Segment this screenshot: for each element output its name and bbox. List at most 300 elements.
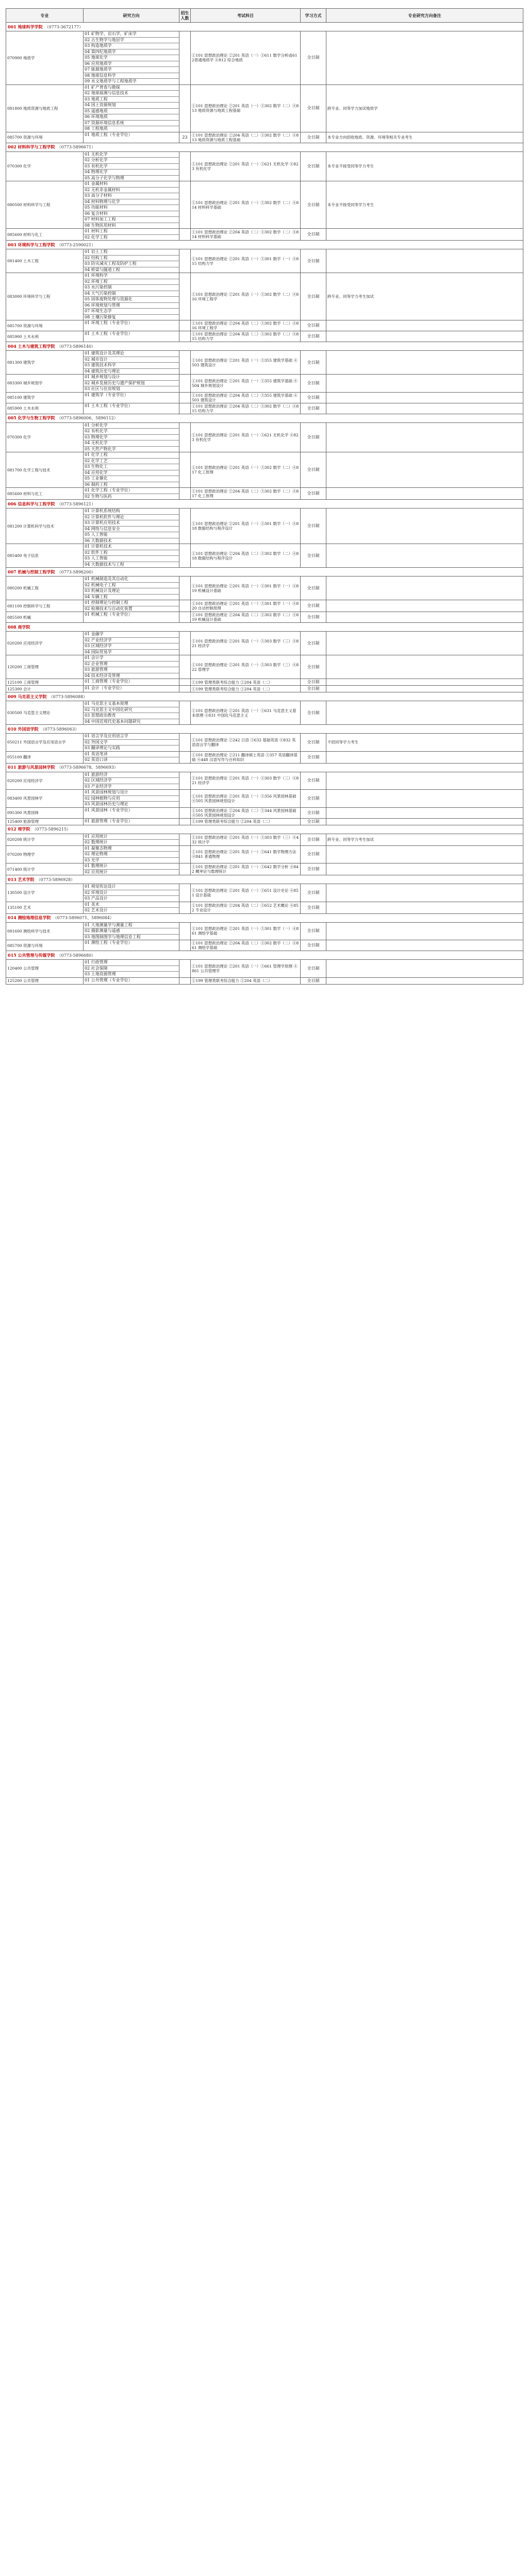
direction-item: 07 能源地质学 bbox=[84, 67, 179, 73]
major-notes: 跨专业、同等学力考生加试 bbox=[326, 273, 523, 320]
direction-list bbox=[84, 392, 179, 403]
study-mode: 全日制 bbox=[301, 273, 326, 320]
major-row bbox=[6, 181, 523, 229]
direction-item: 02 计算机软件与理论 bbox=[84, 515, 179, 521]
college-name: 005 化学与生物工程学院 bbox=[8, 415, 55, 420]
direction-item: 04 大数据技术与工程 bbox=[85, 562, 124, 567]
quota-cell: 23 bbox=[179, 132, 191, 143]
direction-item: 03 防灾减灾工程及防护工程 bbox=[84, 261, 179, 267]
college-row bbox=[6, 875, 523, 884]
table-body bbox=[6, 23, 523, 985]
college-cell bbox=[6, 875, 523, 884]
direction-item: 01 控制理论与控制工程 bbox=[84, 600, 179, 606]
direction-list bbox=[84, 403, 179, 414]
major-row bbox=[6, 834, 523, 845]
major-notes bbox=[326, 544, 523, 568]
major-name: 080500 材料科学与工程 bbox=[6, 181, 84, 229]
study-mode: 全日制 bbox=[301, 375, 326, 393]
quota-cell bbox=[179, 679, 191, 686]
college-name: 007 机械与控制工程学院 bbox=[8, 569, 55, 574]
direction-item: 09 水文地质学与工程地质学 bbox=[85, 79, 137, 83]
direction-item: 01 凝聚态物理 bbox=[84, 846, 179, 852]
direction-list bbox=[84, 331, 179, 342]
direction-item: 06 大数据技术 bbox=[85, 538, 112, 543]
direction-item: 03 产业经济学 bbox=[85, 784, 112, 789]
college-name: 006 信息科学与工程学院 bbox=[8, 501, 55, 506]
quota-cell bbox=[179, 422, 191, 452]
quota-cell bbox=[179, 701, 191, 725]
quota-cell bbox=[179, 686, 191, 692]
quota-cell bbox=[179, 31, 191, 85]
college-phone: （0773-5896671） bbox=[57, 145, 96, 149]
direction-item: 07 资源环境信息系统 bbox=[84, 121, 179, 127]
study-mode: 全日制 bbox=[301, 632, 326, 655]
college-row bbox=[6, 414, 523, 422]
exam-subjects: ①101 思想政治理论 ②204 英语（二）③302 数学（二）④814 材料科学基础 bbox=[191, 229, 301, 241]
direction-item: 02 理论物理 bbox=[84, 852, 179, 858]
direction-list bbox=[84, 922, 179, 940]
college-phone: （0773-5896006、5896112） bbox=[57, 416, 118, 420]
major-name: 081800 地质资源与地质工程 bbox=[6, 84, 84, 132]
major-name: 030500 马克思主义理论 bbox=[6, 701, 84, 725]
study-mode: 全日制 bbox=[301, 544, 326, 568]
major-notes bbox=[326, 655, 523, 679]
study-mode: 全日制 bbox=[301, 818, 326, 825]
admissions-table bbox=[6, 8, 523, 985]
quota-cell bbox=[179, 751, 191, 763]
direction-item: 02 结构工程 bbox=[84, 256, 179, 262]
direction-item: 02 城乡发展历史与遗产保护规划 bbox=[84, 381, 179, 387]
major-notes bbox=[326, 902, 523, 913]
major-name: 085100 建筑学 bbox=[6, 392, 84, 403]
exam-subjects: ①101 思想政治理论 ②201 英语（一）③651 设计史论 ④851 设计基础 bbox=[191, 884, 301, 902]
quota-cell bbox=[179, 229, 191, 241]
direction-list bbox=[84, 734, 179, 752]
direction-item: 02 社会保障 bbox=[84, 966, 179, 972]
major-name: 020200 应用经济学 bbox=[6, 632, 84, 655]
quota-cell bbox=[179, 84, 191, 132]
direction-item: 03 旅游管理 bbox=[84, 667, 179, 673]
direction-item: 01 美术 bbox=[84, 902, 179, 908]
study-mode: 全日制 bbox=[301, 31, 326, 85]
major-notes bbox=[326, 922, 523, 940]
college-row bbox=[6, 913, 523, 922]
study-mode: 全日制 bbox=[301, 922, 326, 940]
direction-list bbox=[84, 772, 179, 790]
major-row bbox=[6, 863, 523, 875]
study-mode: 全日制 bbox=[301, 509, 326, 544]
header-directions: 研究方向 bbox=[84, 9, 179, 23]
major-row bbox=[6, 902, 523, 913]
major-name: 050211 外国语言学及应用语言学 bbox=[6, 734, 84, 752]
major-name: 081600 测绘科学与技术 bbox=[6, 922, 84, 940]
college-name: 004 土木与建筑工程学院 bbox=[8, 343, 55, 349]
direction-item: 01 视觉传达设计 bbox=[84, 884, 179, 890]
major-notes bbox=[326, 845, 523, 863]
major-name: 095300 风景园林 bbox=[6, 807, 84, 818]
major-notes bbox=[326, 807, 523, 818]
study-mode: 全日制 bbox=[301, 320, 326, 331]
college-name: 013 艺术学院 bbox=[8, 876, 35, 882]
direction-item: 04 物理化学 bbox=[84, 170, 179, 176]
direction-item: 06 应用地质学 bbox=[84, 61, 179, 67]
exam-subjects: ①101 思想政治理论 ②201 英语（一）③301 数学（一）④820 自动控制原理 bbox=[191, 600, 301, 612]
study-mode: 全日制 bbox=[301, 834, 326, 845]
direction-item: 05 人工智能 bbox=[84, 532, 179, 538]
major-row bbox=[6, 612, 523, 623]
college-row bbox=[6, 825, 523, 834]
direction-list bbox=[84, 845, 179, 863]
study-mode: 全日制 bbox=[301, 181, 326, 229]
direction-item: 01 大地测量学与测量工程 bbox=[84, 923, 179, 929]
major-name: 080200 机械工程 bbox=[6, 577, 84, 600]
major-notes bbox=[326, 331, 523, 342]
direction-list bbox=[84, 273, 179, 320]
direction-item: 03 生物化工 bbox=[84, 464, 179, 470]
exam-subjects: ①101 思想政治理论 ②201 英语（一）③302 数学（二）④816 环境工程学 bbox=[191, 273, 301, 320]
quota-cell bbox=[179, 392, 191, 403]
quota-cell bbox=[179, 818, 191, 825]
major-name: 020208 统计学 bbox=[6, 834, 84, 845]
major-name: 085500 机械 bbox=[6, 612, 84, 623]
major-name: 120400 公共管理 bbox=[6, 960, 84, 978]
direction-list bbox=[84, 351, 179, 375]
major-row bbox=[6, 320, 523, 331]
study-mode: 全日制 bbox=[301, 132, 326, 143]
quota-cell bbox=[179, 863, 191, 875]
major-notes bbox=[326, 686, 523, 692]
direction-item: 03 有机化学 bbox=[84, 164, 179, 170]
direction-list bbox=[84, 940, 179, 951]
direction-item: 02 园林植物与应用 bbox=[84, 796, 179, 802]
major-notes bbox=[326, 249, 523, 273]
direction-item: 01 建筑学（专业学位） bbox=[85, 392, 128, 397]
exam-subjects: ①101 思想政治理论 ②201 英语（一）③301 数学（一）④819 机械设计基础 bbox=[191, 577, 301, 600]
quota-cell bbox=[179, 612, 191, 623]
direction-item: 01 应用统计 bbox=[84, 834, 179, 840]
direction-item: 01 会计学 bbox=[84, 655, 179, 662]
college-row bbox=[6, 725, 523, 734]
exam-subjects: ①101 思想政治理论 ②201 英语（一）③303 数学（三）④821 经济学 bbox=[191, 632, 301, 655]
direction-list bbox=[84, 320, 179, 331]
quota-cell bbox=[179, 320, 191, 331]
direction-list bbox=[84, 818, 179, 825]
direction-item: 03 物理化学 bbox=[84, 435, 179, 441]
direction-item: 02 化学工程 bbox=[85, 234, 108, 240]
major-notes bbox=[326, 632, 523, 655]
college-phone: （0773-5896071、5896084） bbox=[53, 916, 114, 920]
direction-list bbox=[84, 655, 179, 679]
quota-cell bbox=[179, 940, 191, 951]
direction-item: 08 地球信息科学 bbox=[84, 73, 179, 79]
college-phone: （0773-3672177） bbox=[44, 24, 84, 29]
exam-subjects: ①101 思想政治理论 ②201 英语（一）③641 数学物理方法 ④841 普通物理 bbox=[191, 845, 301, 863]
study-mode: 全日制 bbox=[301, 331, 326, 342]
major-row bbox=[6, 772, 523, 790]
exam-subjects: ①101 思想政治理论 ②204 英语（二）③302 数学（二）④815 结构力学 bbox=[191, 331, 301, 342]
major-notes: 不招同等学力考生 bbox=[326, 734, 523, 752]
direction-item: 02 机械电子工程 bbox=[84, 583, 179, 589]
major-row bbox=[6, 151, 523, 181]
direction-item: 01 会计（专业学位） bbox=[85, 686, 124, 690]
direction-item: 01 环境科学 bbox=[84, 273, 179, 279]
quota-cell bbox=[179, 181, 191, 229]
major-row bbox=[6, 632, 523, 655]
direction-list bbox=[84, 488, 179, 500]
exam-subjects: ①101 思想政治理论 ②201 英语（一）③661 管理学原理 ④861 公共管理学 bbox=[191, 960, 301, 978]
major-row bbox=[6, 600, 523, 612]
direction-item: 01 马克思主义基本原理 bbox=[84, 701, 179, 707]
direction-item: 01 旅游管理（专业学位） bbox=[85, 818, 133, 823]
major-name: 085900 土木水利 bbox=[6, 403, 84, 414]
direction-item: 06 复合材料 bbox=[84, 211, 179, 217]
direction-item: 02 地球探测与信息技术 bbox=[84, 91, 179, 97]
college-cell bbox=[6, 568, 523, 577]
major-name: 081100 控制科学与工程 bbox=[6, 600, 84, 612]
college-name: 012 理学院 bbox=[8, 826, 30, 832]
direction-item: 01 英语笔译 bbox=[84, 752, 179, 758]
study-mode: 全日制 bbox=[301, 403, 326, 414]
study-mode: 全日制 bbox=[301, 863, 326, 875]
exam-subjects: ①101 思想政治理论 ②211 翻译硕士英语 ③357 英语翻译基础 ④448 汉语写作与百科知识 bbox=[191, 751, 301, 763]
major-row bbox=[6, 544, 523, 568]
direction-item: 08 土壤污染修复 bbox=[85, 314, 116, 319]
college-row bbox=[6, 763, 523, 772]
exam-subjects: ①101 思想政治理论 ②204 英语（二）③302 数学（二）④818 数据结构与程序设计 bbox=[191, 544, 301, 568]
study-mode: 全日制 bbox=[301, 977, 326, 984]
major-notes bbox=[326, 772, 523, 790]
direction-item: 05 天然产物化学 bbox=[85, 446, 116, 451]
major-name: 130500 设计学 bbox=[6, 884, 84, 902]
major-notes bbox=[326, 422, 523, 452]
college-cell bbox=[6, 763, 523, 772]
quota-cell bbox=[179, 403, 191, 414]
direction-list bbox=[84, 544, 179, 568]
header-notes: 专业研究方向备注 bbox=[326, 9, 523, 23]
college-row bbox=[6, 143, 523, 151]
exam-subjects: ①101 思想政治理论 ②201 英语（一）③301 数学（一）④815 结构力学 bbox=[191, 249, 301, 273]
direction-item: 03 计算机应用技术 bbox=[84, 520, 179, 527]
college-cell bbox=[6, 414, 523, 422]
study-mode: 全日制 bbox=[301, 577, 326, 600]
college-row bbox=[6, 23, 523, 31]
major-name: 135100 艺术 bbox=[6, 902, 84, 913]
direction-item: 01 环境工程（专业学位） bbox=[85, 320, 133, 325]
direction-item: 02 马克思主义中国化研究 bbox=[84, 707, 179, 714]
major-row bbox=[6, 734, 523, 752]
exam-subjects: ①101 思想政治理论 ②204 英语（二）③302 数学（二）④816 环境工程学 bbox=[191, 320, 301, 331]
quota-cell bbox=[179, 249, 191, 273]
direction-item: 03 机械设计及理论 bbox=[84, 588, 179, 595]
direction-item: 03 区域经济学 bbox=[84, 643, 179, 650]
direction-item: 05 功能材料 bbox=[84, 205, 179, 211]
major-notes bbox=[326, 577, 523, 600]
college-row bbox=[6, 623, 523, 632]
major-row bbox=[6, 818, 523, 825]
college-name: 008 商学院 bbox=[8, 624, 30, 630]
direction-item: 04 国土资源规划 bbox=[84, 103, 179, 109]
major-name: 020200 应用经济学 bbox=[6, 772, 84, 790]
direction-item: 01 机械工程（专业学位） bbox=[85, 612, 133, 617]
study-mode: 全日制 bbox=[301, 940, 326, 951]
direction-item: 01 工商管理（专业学位） bbox=[85, 679, 133, 684]
major-notes bbox=[326, 884, 523, 902]
direction-item: 01 无机化学 bbox=[84, 152, 179, 158]
major-notes bbox=[326, 977, 523, 984]
quota-cell bbox=[179, 488, 191, 500]
direction-item: 02 检测技术与自动化装置 bbox=[85, 606, 133, 611]
direction-item: 01 建筑设计及其理论 bbox=[84, 351, 179, 357]
study-mode: 全日制 bbox=[301, 734, 326, 752]
direction-item: 01 化学工程（专业学位） bbox=[84, 488, 179, 494]
college-cell bbox=[6, 725, 523, 734]
quota-cell bbox=[179, 351, 191, 375]
direction-list bbox=[84, 701, 179, 725]
major-name: 070300 化学 bbox=[6, 422, 84, 452]
direction-item: 07 材料加工工程 bbox=[84, 217, 179, 223]
major-name: 081400 土木工程 bbox=[6, 249, 84, 273]
quota-cell bbox=[179, 772, 191, 790]
direction-item: 06 环境地质 bbox=[84, 114, 179, 121]
table-header-row bbox=[6, 9, 523, 23]
direction-list bbox=[84, 960, 179, 978]
direction-list bbox=[84, 686, 179, 692]
major-notes: 跨专业、同等学力加试地质学 bbox=[326, 84, 523, 132]
college-cell bbox=[6, 913, 523, 922]
major-name: 083000 环境科学与工程 bbox=[6, 273, 84, 320]
exam-subjects: ①101 思想政治理论 ②201 英语（一）③302 数学（二）④813 地质资源与地质工程基础 bbox=[191, 84, 301, 132]
college-row bbox=[6, 500, 523, 509]
exam-subjects: ①101 思想政治理论 ②201 英语（一）③303 数学（三）④822 管理学 bbox=[191, 655, 301, 679]
direction-item: 03 翻译理论与实践 bbox=[85, 745, 120, 750]
major-name: 071400 统计学 bbox=[6, 863, 84, 875]
direction-item: 03 社区与住房规划 bbox=[85, 386, 120, 391]
quota-cell bbox=[179, 151, 191, 181]
major-row bbox=[6, 509, 523, 544]
direction-item: 01 土木工程（专业学位） bbox=[85, 403, 133, 408]
major-row bbox=[6, 132, 523, 143]
direction-item: 05 工业催化 bbox=[84, 476, 179, 482]
quota-cell bbox=[179, 734, 191, 752]
direction-item: 01 风景园林（专业学位） bbox=[85, 807, 133, 812]
quota-cell bbox=[179, 600, 191, 612]
major-notes bbox=[326, 452, 523, 488]
study-mode: 全日制 bbox=[301, 452, 326, 488]
major-name: 085600 材料与化工 bbox=[6, 488, 84, 500]
major-row bbox=[6, 84, 523, 132]
direction-item: 02 生物与医药 bbox=[85, 494, 112, 499]
direction-item: 04 车辆工程 bbox=[85, 594, 108, 599]
study-mode: 全日制 bbox=[301, 845, 326, 863]
college-cell bbox=[6, 623, 523, 632]
college-row bbox=[6, 568, 523, 577]
study-mode: 全日制 bbox=[301, 884, 326, 902]
major-row bbox=[6, 655, 523, 679]
direction-item: 03 人工智能 bbox=[84, 556, 179, 562]
header-study-mode: 学习方式 bbox=[301, 9, 326, 23]
direction-item: 06 制药工程 bbox=[85, 482, 108, 487]
study-mode: 全日制 bbox=[301, 701, 326, 725]
college-phone: （0773-5896928） bbox=[36, 877, 75, 882]
major-name: 085700 资源与环境 bbox=[6, 320, 84, 331]
direction-item: 02 软件工程 bbox=[84, 550, 179, 556]
college-phone: （0773-5896680） bbox=[57, 953, 96, 958]
college-cell bbox=[6, 143, 523, 151]
direction-list bbox=[84, 751, 179, 763]
direction-item: 01 测绘工程（专业学位） bbox=[85, 940, 133, 945]
exam-subjects: ①101 思想政治理论 ②204 英语（二）③652 艺术概论 ④852 专业设计 bbox=[191, 902, 301, 913]
study-mode: 全日制 bbox=[301, 902, 326, 913]
admissions-catalog-page bbox=[6, 8, 523, 2576]
college-name: 003 环境科学与工程学院 bbox=[8, 242, 55, 247]
exam-subjects: ①101 思想政治理论 ②201 英语（一）③621 无机化学 ④823 有机化学 bbox=[191, 422, 301, 452]
major-name: 081300 建筑学 bbox=[6, 351, 84, 375]
direction-item: 01 数理统计 bbox=[84, 863, 179, 870]
major-name: 081700 化学工程与技术 bbox=[6, 452, 84, 488]
quota-cell bbox=[179, 902, 191, 913]
direction-item: 08 生物医用材料 bbox=[85, 223, 116, 228]
college-name: 010 外国语学院 bbox=[8, 726, 39, 732]
quota-cell bbox=[179, 331, 191, 342]
major-row bbox=[6, 977, 523, 984]
study-mode: 全日制 bbox=[301, 772, 326, 790]
major-notes bbox=[326, 818, 523, 825]
study-mode: 全日制 bbox=[301, 151, 326, 181]
direction-list bbox=[84, 863, 179, 875]
major-name: 085900 土木水利 bbox=[6, 331, 84, 342]
major-row bbox=[6, 351, 523, 375]
major-notes bbox=[326, 375, 523, 393]
major-row bbox=[6, 940, 523, 951]
major-notes bbox=[326, 320, 523, 331]
direction-item: 03 产品设计 bbox=[85, 896, 108, 901]
exam-subjects: ①101 思想政治理论 ②204 英语（二）③344 风景园林基础 ④505 风景园林规划设计 bbox=[191, 807, 301, 818]
exam-subjects: ①101 思想政治理论 ②201 英语（一）③303 数学（三）④432 统计学 bbox=[191, 834, 301, 845]
direction-list bbox=[84, 600, 179, 612]
major-row bbox=[6, 31, 523, 85]
exam-subjects: ①101 思想政治理论 ②242 日语 ③632 基础英语 ④832 英语语言学与翻译 bbox=[191, 734, 301, 752]
study-mode: 全日制 bbox=[301, 655, 326, 679]
direction-item: 02 区域经济学 bbox=[84, 778, 179, 784]
direction-list bbox=[84, 834, 179, 845]
direction-item: 01 分析化学 bbox=[84, 423, 179, 429]
direction-item: 02 艺术设计 bbox=[85, 908, 108, 912]
study-mode: 全日制 bbox=[301, 751, 326, 763]
study-mode: 全日制 bbox=[301, 84, 326, 132]
direction-list bbox=[84, 422, 179, 452]
direction-item: 06 环境规划与管理 bbox=[84, 303, 179, 309]
direction-item: 02 环境工程 bbox=[84, 279, 179, 285]
quota-cell bbox=[179, 544, 191, 568]
major-notes: 本专业不接受同等学力考生 bbox=[326, 151, 523, 181]
college-cell bbox=[6, 241, 523, 249]
major-row bbox=[6, 960, 523, 978]
direction-item: 02 无机非金属材料 bbox=[84, 188, 179, 194]
college-phone: （0773-5896678、5896693） bbox=[57, 765, 118, 770]
direction-item: 08 工程地质 bbox=[85, 126, 108, 131]
major-notes bbox=[326, 31, 523, 85]
direction-item: 05 遥感地质 bbox=[84, 109, 179, 115]
direction-item: 01 金融学 bbox=[84, 632, 179, 638]
direction-item: 05 高分子化学与物理 bbox=[85, 175, 124, 180]
major-row bbox=[6, 790, 523, 808]
direction-list bbox=[84, 679, 179, 686]
major-notes bbox=[326, 392, 523, 403]
major-notes bbox=[326, 940, 523, 951]
major-name: 125400 旅游管理 bbox=[6, 818, 84, 825]
college-row bbox=[6, 342, 523, 351]
major-name: 083400 风景园林学 bbox=[6, 790, 84, 808]
